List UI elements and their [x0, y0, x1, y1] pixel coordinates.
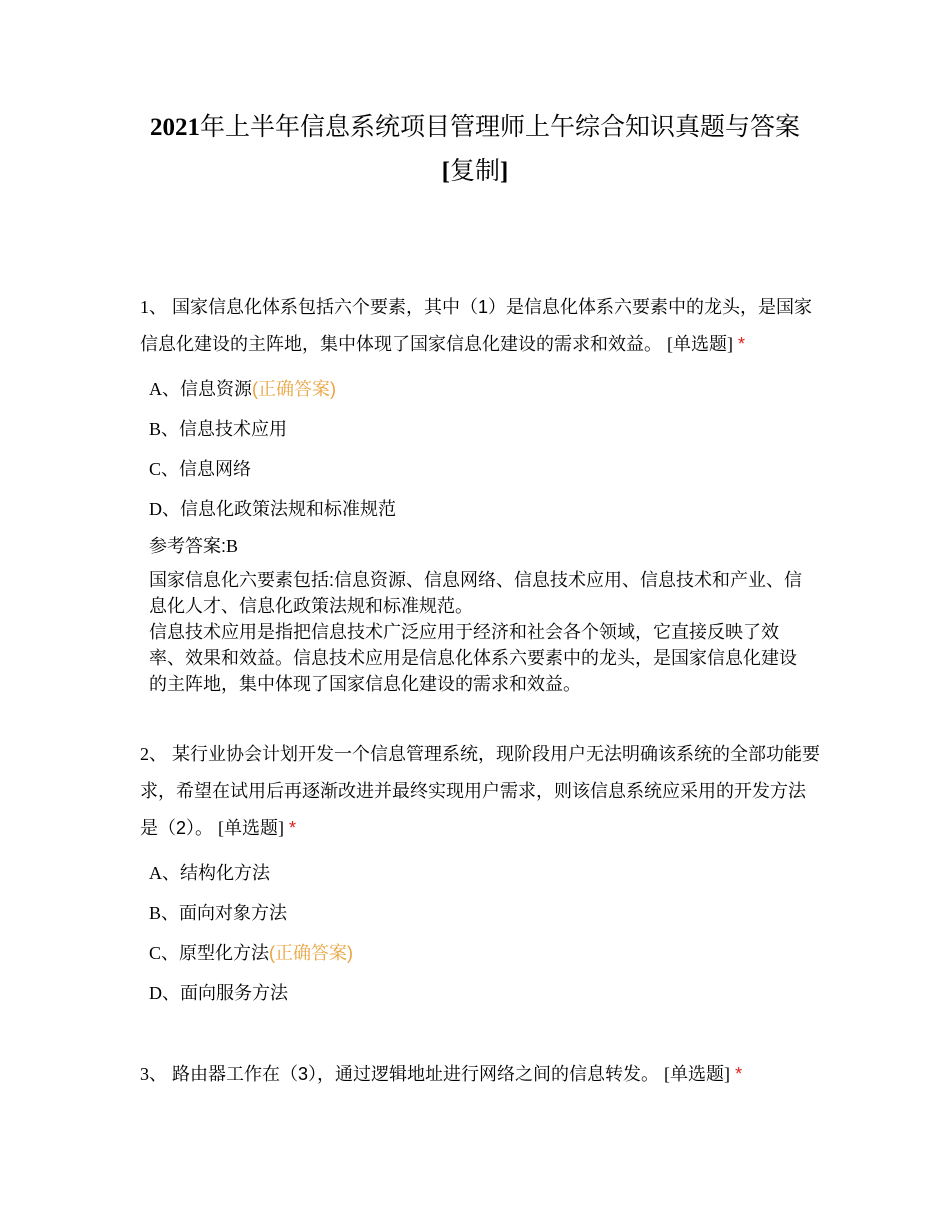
reference-answer-block	[149, 533, 814, 697]
explanation-paragraph-2: 信息技术应用是指把信息技术广泛应用于经济和社会各个领域，它直接反映了效率、效果和效益。信息技术应用是信息化体系六要素中的龙头，是国家信息化建设的主阵地，集中体现了国家信息化建设的需求和效益。	[149, 622, 797, 694]
option-d[interactable]	[149, 489, 820, 529]
option-letter: C、	[149, 943, 180, 963]
option-d[interactable]	[149, 973, 820, 1013]
correct-answer-label: (正确答案)	[252, 379, 336, 399]
option-c[interactable]	[149, 449, 820, 489]
option-text: 信息化政策法规和标准规范	[180, 499, 396, 519]
option-letter: A、	[149, 379, 180, 399]
question-text: 某行业协会计划开发一个信息管理系统，现阶段用户无法明确该系统的全部功能要求，希望在试用后再逐渐改进并最终实现用户需求，则该信息系统应采用的开发方法是（2）。	[140, 744, 821, 838]
title-bracket-open: [	[441, 158, 450, 185]
question-number: 1、	[140, 297, 167, 317]
option-b[interactable]	[149, 409, 820, 449]
question-text: 国家信息化体系包括六个要素，其中（1）是信息化体系六要素中的龙头，是国家信息化建设的主阵地，集中体现了国家信息化建设的需求和效益。	[140, 297, 813, 354]
required-mark: *	[738, 334, 746, 354]
question-2	[140, 736, 820, 1013]
option-a[interactable]	[149, 853, 820, 893]
explanation-paragraph-1: 国家信息化六要素包括:信息资源、信息网络、信息技术应用、信息技术和产业、信息化人才、信息化政策法规和标准规范。	[149, 570, 802, 616]
option-c[interactable]	[149, 933, 820, 973]
required-mark: *	[289, 818, 297, 838]
question-type-label: [单选题]	[218, 818, 285, 838]
title-copy-label: 复制	[449, 158, 500, 185]
question-number: 3、	[140, 1064, 167, 1084]
title-bracket-close: ]	[500, 158, 509, 185]
option-text: 信息技术应用	[179, 419, 288, 439]
question-stem	[140, 1056, 820, 1093]
title-text: 年上半年信息系统项目管理师上午综合知识真题与答案	[199, 114, 800, 141]
question-1	[140, 289, 820, 697]
option-text: 结构化方法	[180, 863, 270, 883]
option-letter: A、	[149, 863, 180, 883]
question-stem	[140, 289, 820, 363]
question-stem	[140, 736, 820, 847]
option-letter: B、	[149, 903, 180, 923]
correct-answer-label: (正确答案)	[269, 943, 354, 963]
question-text: 路由器工作在（3），通过逻辑地址进行网络之间的信息转发。	[172, 1064, 660, 1084]
option-letter: B、	[149, 419, 180, 439]
reference-answer-label: 参考答案:	[149, 536, 227, 556]
option-text: 原型化方法	[179, 943, 270, 963]
title-year: 2021	[149, 114, 200, 141]
option-text: 面向服务方法	[180, 983, 288, 1003]
option-letter: D、	[149, 983, 180, 1003]
option-text: 信息网络	[179, 459, 252, 479]
option-letter: D、	[149, 499, 180, 519]
question-type-label: [单选题]	[664, 1064, 731, 1084]
option-text: 信息资源	[180, 379, 252, 399]
option-text: 面向对象方法	[179, 903, 288, 923]
option-b[interactable]	[149, 893, 820, 933]
reference-answer	[149, 533, 814, 559]
option-list	[149, 853, 820, 1013]
required-mark: *	[735, 1064, 743, 1084]
reference-answer-value: B	[226, 536, 239, 556]
option-letter: C、	[149, 459, 180, 479]
question-type-label: [单选题]	[667, 334, 734, 354]
option-a[interactable]	[149, 369, 820, 409]
document-title	[120, 106, 830, 194]
option-list	[149, 369, 820, 529]
question-number: 2、	[140, 744, 167, 764]
question-3	[140, 1056, 820, 1093]
